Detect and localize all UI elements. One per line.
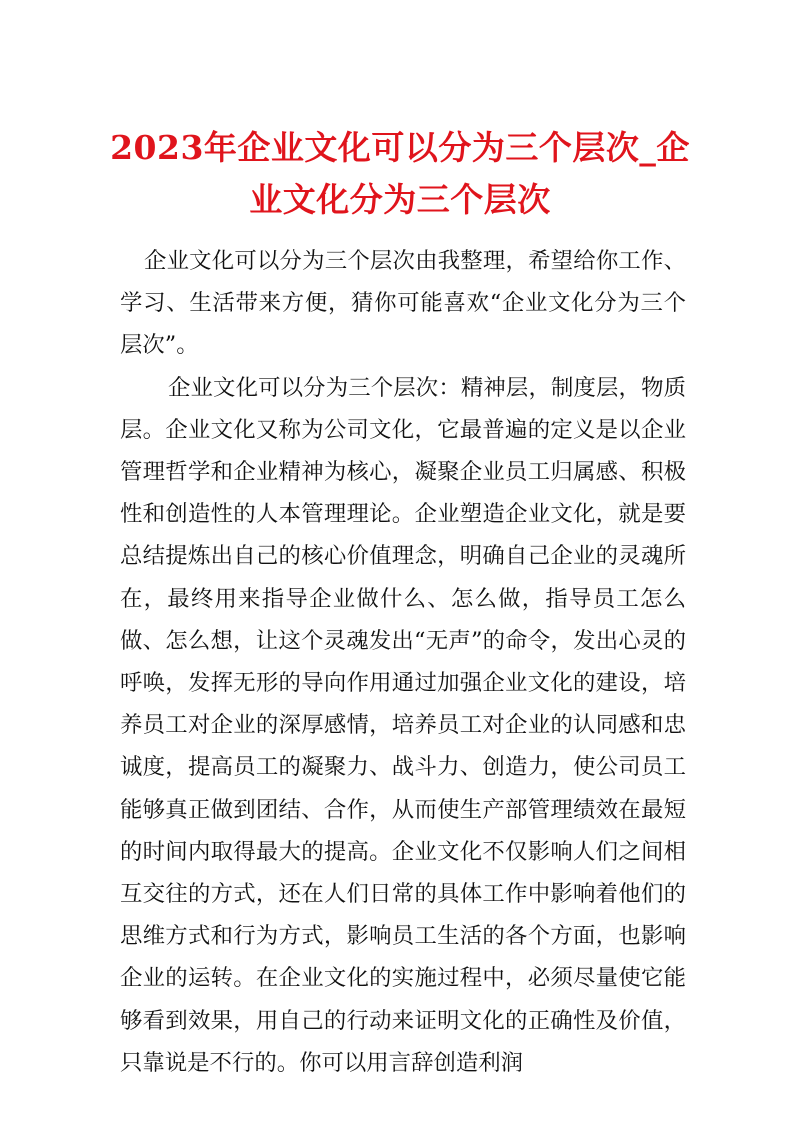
document-body	[120, 240, 686, 1084]
document-title: 2023年企业文化可以分为三个层次_企业文化分为三个层次	[110, 128, 690, 219]
intro-paragraph: 企业文化可以分为三个层次由我整理，希望给你工作、学习、生活带来方便，猜你可能喜欢“企业文化分为三个层次”。	[120, 248, 686, 359]
main-paragraph: 企业文化可以分为三个层次：精神层，制度层，物质层。企业文化又称为公司文化，它最普遍的定义是以企业管理哲学和企业精神为核心，凝聚企业员工归属感、积极性和创造性的人本管理理论。企业塑造企业文化，就是要总结提炼出自己的核心价值理念，明确自己企业的灵魂所在，最终用来指导企业做什么、怎么做，指导员工怎么做、怎么想，让这个灵魂发出“无声”的命令，发出心灵的呼唤，发挥无形的导向作用通过加强企业文化的建设，培养员工对企业的深厚感情，培养员工对企业的认同感和忠诚度，提高员工的凝聚力、战斗力、创造力，使公司员工能够真正做到团结、合作，从而使生产部管理绩效在最短的时间内取得最大的提高。企业文化不仅影响人们之间相互交往的方式，还在人们日常的具体工作中影响着他们的思维方式和行为方式，影响员工生活的各个方面，也影响企业的运转。在企业文化的实施过程中，必须尽量使它能够看到效果，用自己的行动来证明文化的正确性及价值，只靠说是不行的。你可以用言辞创造利润	[120, 374, 686, 1076]
